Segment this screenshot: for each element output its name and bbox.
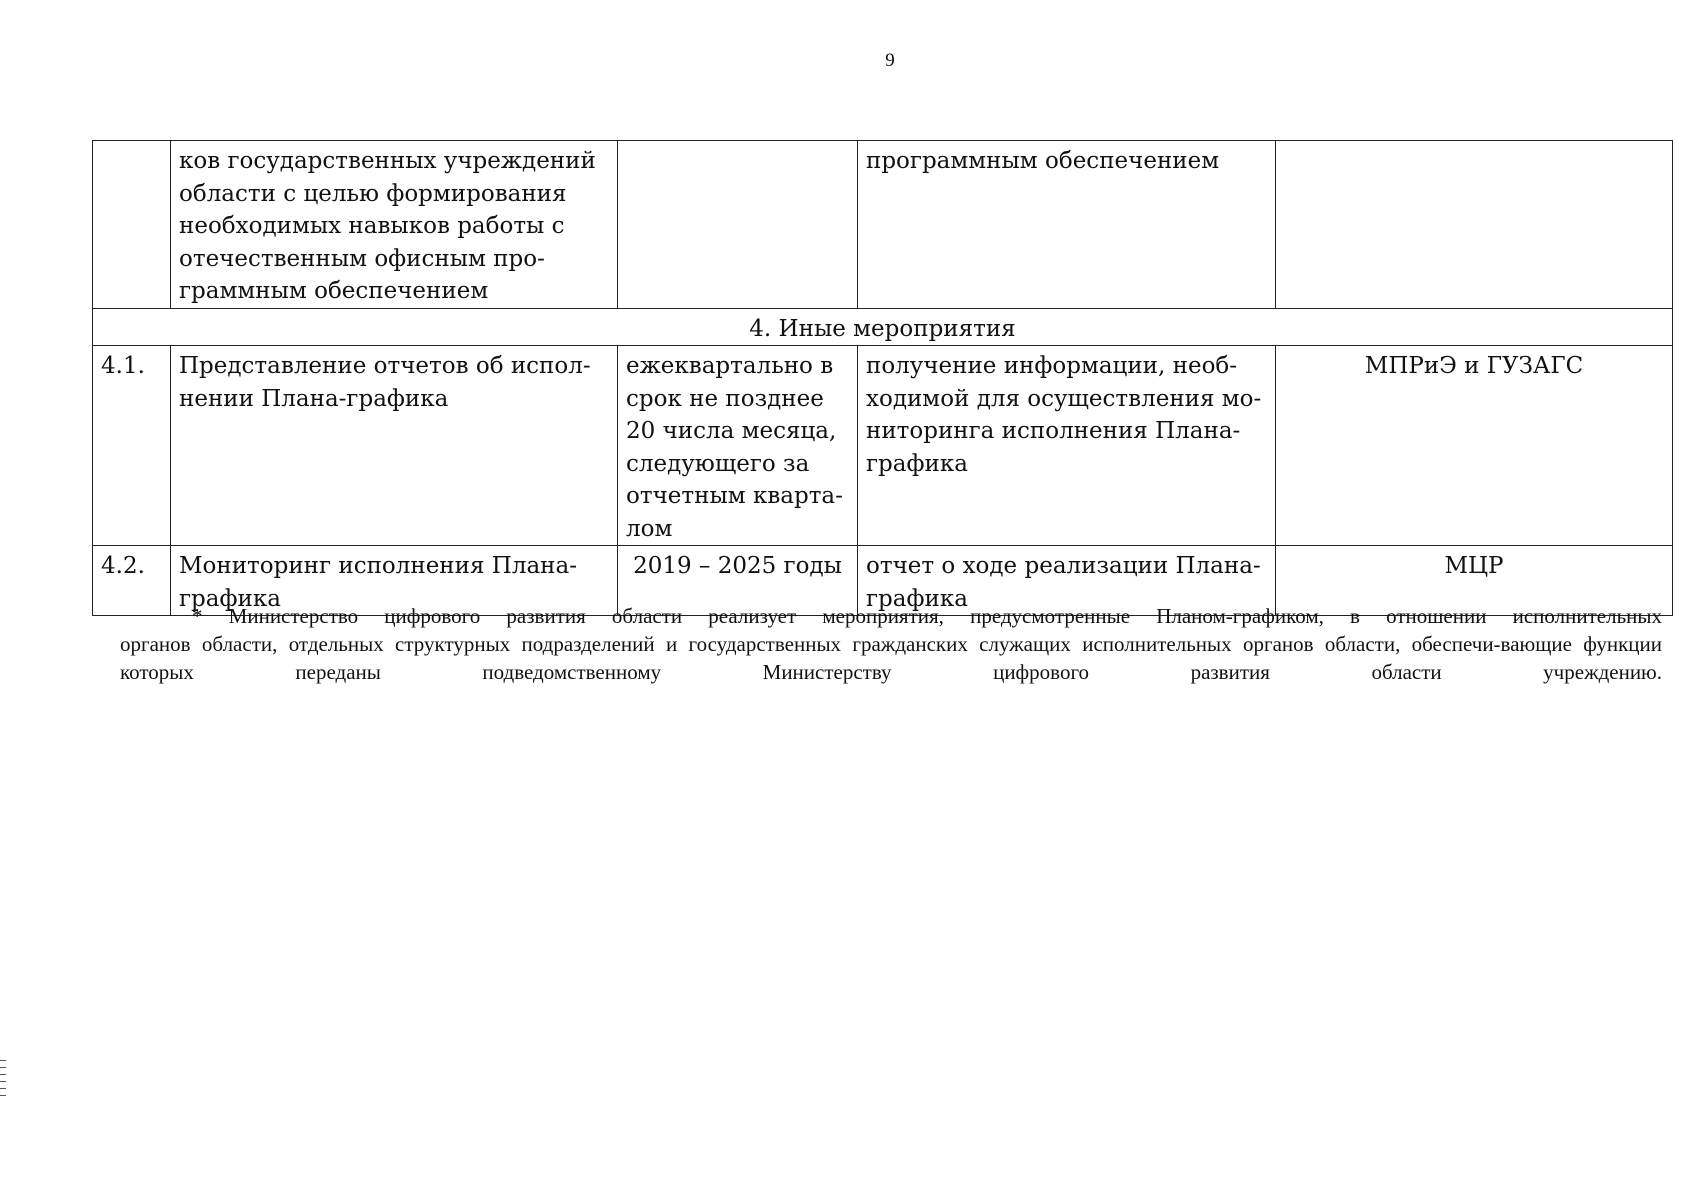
cell-deadline: 2019 – 2025 годы bbox=[618, 546, 858, 616]
cell-num: 4.2. bbox=[93, 546, 171, 616]
cell-responsible: МПРиЭ и ГУЗАГС bbox=[1276, 346, 1673, 546]
table-row bbox=[93, 141, 1673, 309]
cell-result: программным обеспечением bbox=[858, 141, 1276, 309]
margin-marks bbox=[0, 1060, 6, 1099]
cell-name: ков государственных учреждений области с целью формирования необходимых навыков работы с отечественным офисным про-граммным обеспечением bbox=[171, 141, 618, 309]
table-row bbox=[93, 346, 1673, 546]
cell-deadline: ежеквартально в срок не позднее 20 числа месяца, следующего за отчетным кварта-лом bbox=[618, 346, 858, 546]
cell-name: Мониторинг исполнения Плана-графика bbox=[171, 546, 618, 616]
page-number: 9 bbox=[885, 50, 895, 71]
cell-deadline bbox=[618, 141, 858, 309]
footnote-rest: органов области, отдельных структурных подразделений и государственных гражданских служащих исполнительных органов области, обеспечи-вающие функции которых переданы подведомственному Министерству цифрового развития области учреждению. bbox=[120, 632, 1662, 684]
cell-num bbox=[93, 141, 171, 309]
cell-name: Представление отчетов об испол-нении Плана-графика bbox=[171, 346, 618, 546]
cell-responsible: МЦР bbox=[1276, 546, 1673, 616]
plan-table bbox=[92, 140, 1673, 616]
cell-responsible bbox=[1276, 141, 1673, 309]
section-title: 4. Иные мероприятия bbox=[93, 308, 1673, 346]
cell-num: 4.1. bbox=[93, 346, 171, 546]
section-row bbox=[93, 308, 1673, 346]
cell-result: получение информации, необ-ходимой для осуществления мо-ниторинга исполнения Плана-графика bbox=[858, 346, 1276, 546]
cell-result: отчет о ходе реализации Плана-графика bbox=[858, 546, 1276, 616]
footnote-first-line: * Министерство цифрового развития области реализует мероприятия, предусмотренные Планом-графиком, в отношении исполнительных bbox=[192, 604, 1662, 628]
footnote bbox=[120, 602, 1662, 686]
